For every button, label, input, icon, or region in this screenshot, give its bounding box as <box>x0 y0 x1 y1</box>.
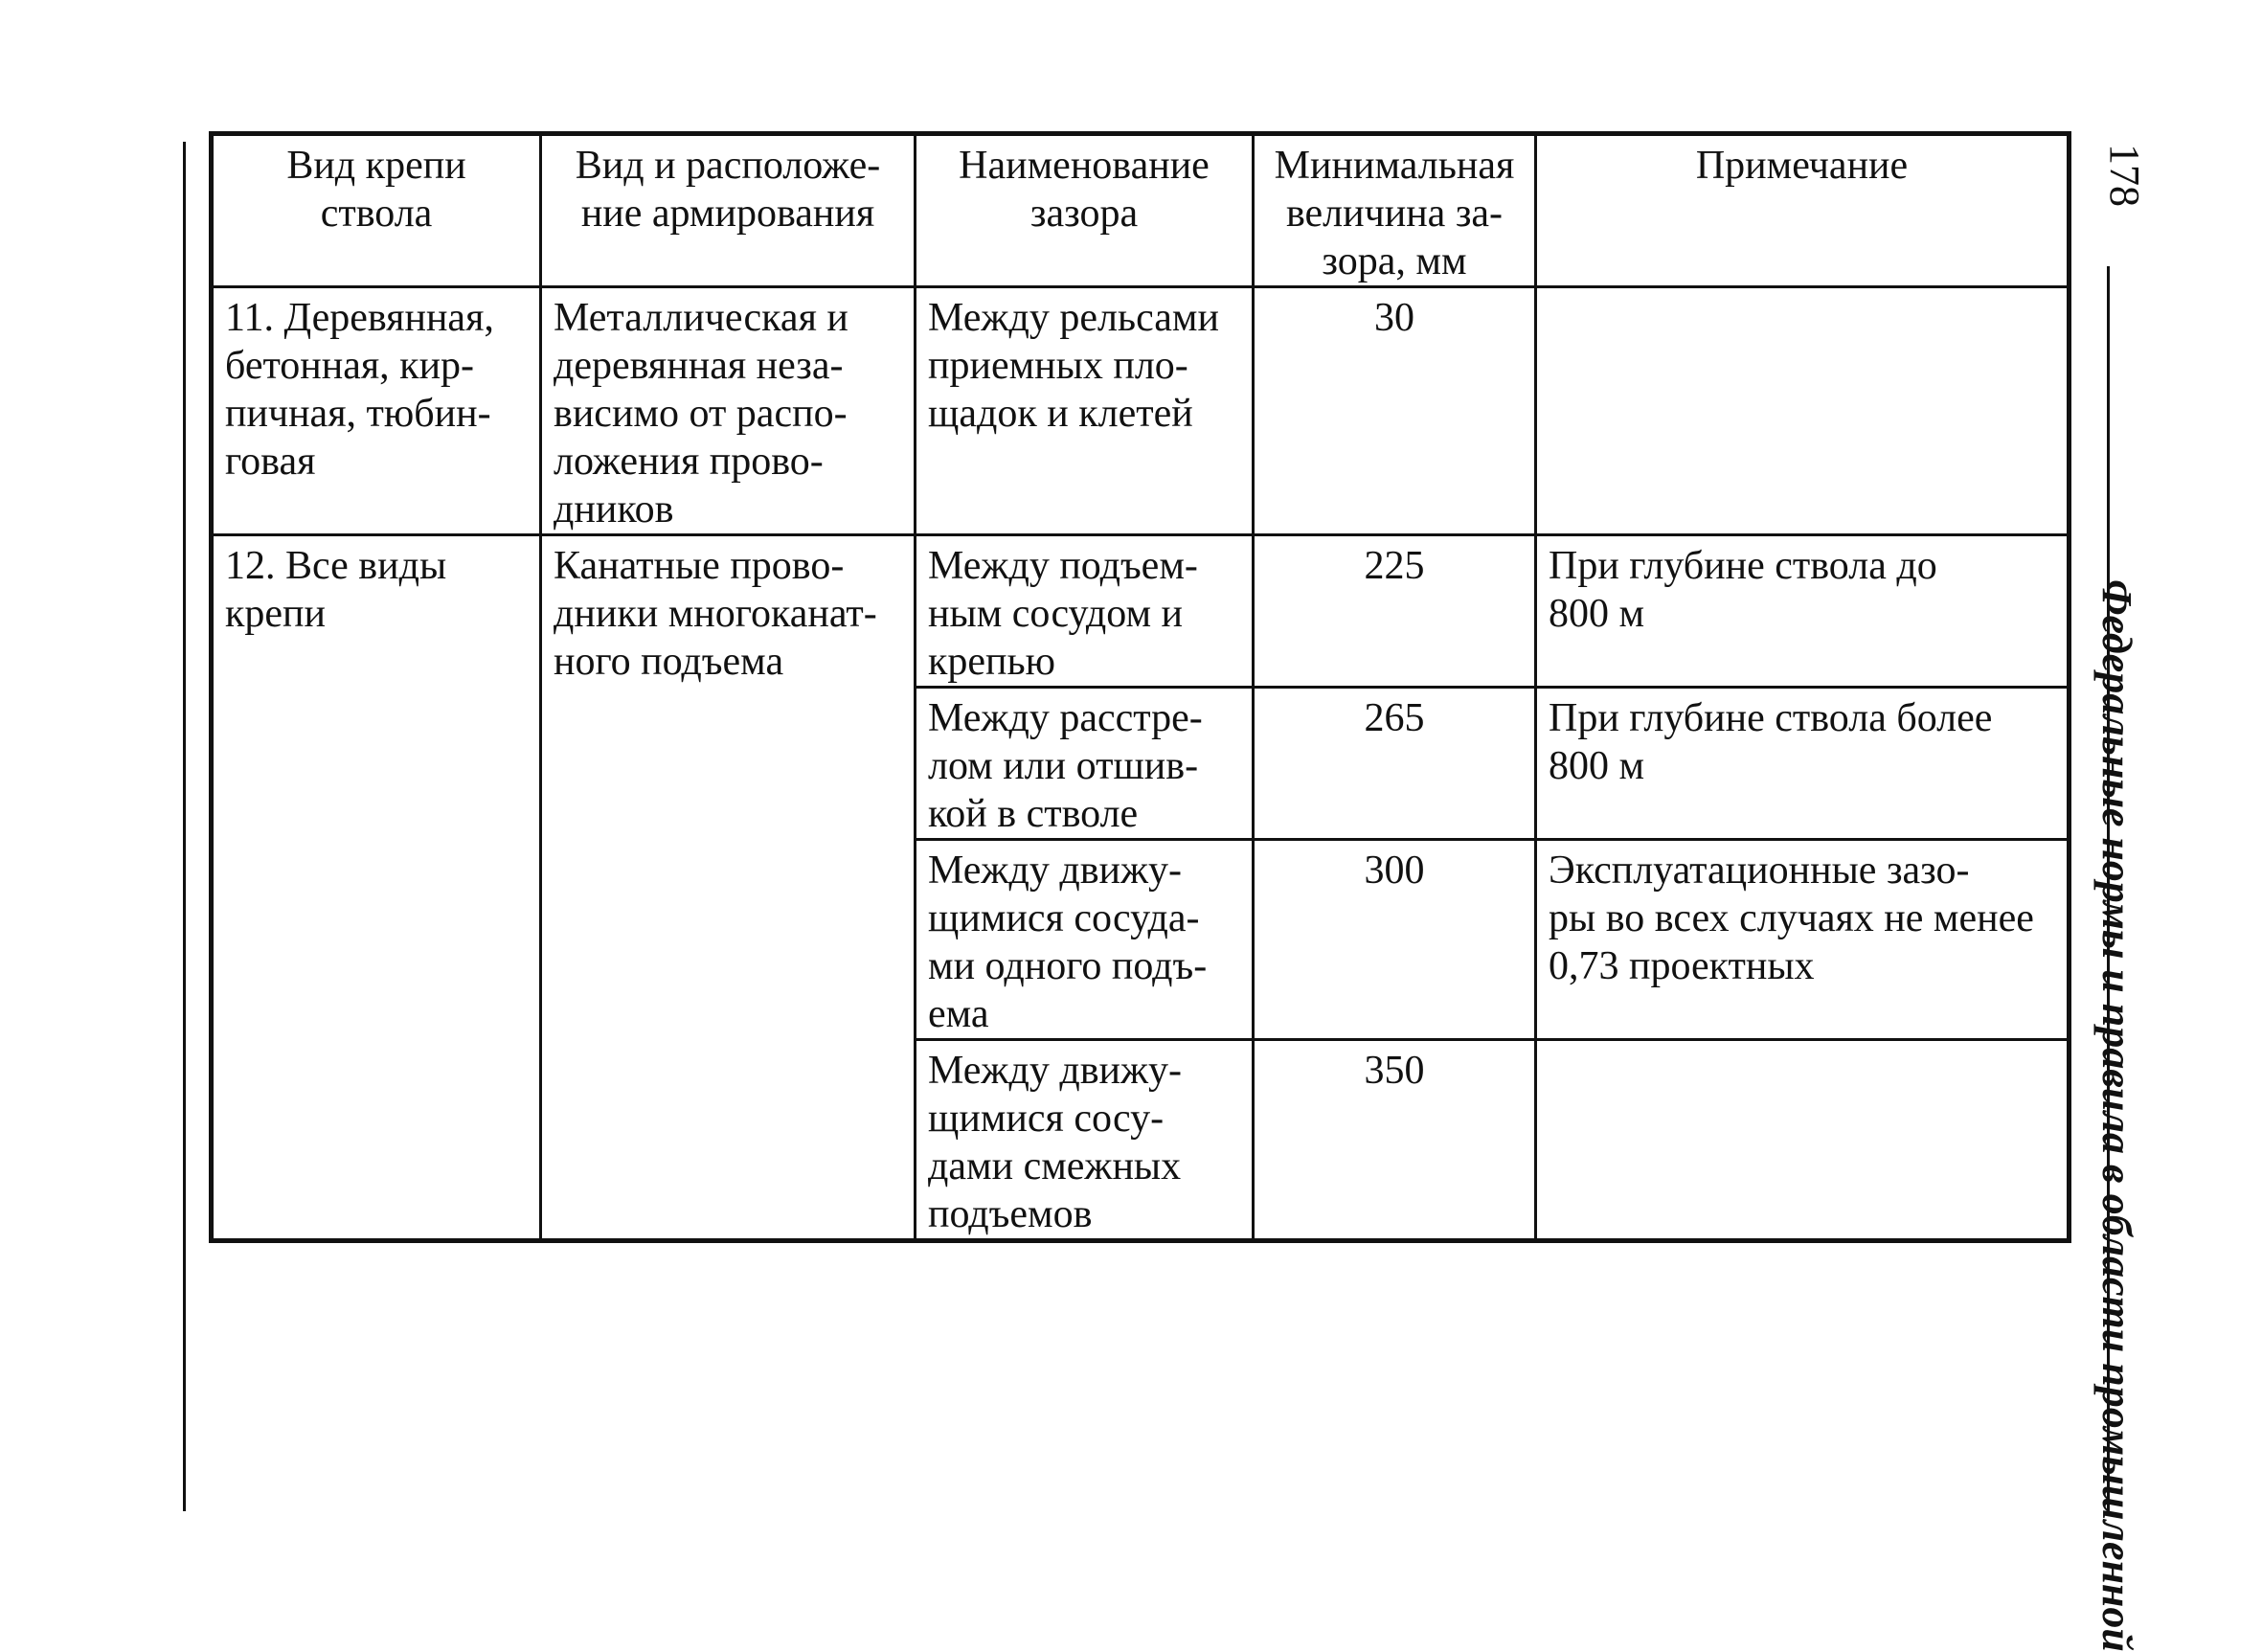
row11-support: 11. Деревянная, бетонная, кир- пичная, тюбин- говая <box>212 287 541 535</box>
left-margin-rule <box>183 142 186 1511</box>
row12c-value: 300 <box>1254 840 1536 1040</box>
row11-reinforcement: Металлическая и деревянная неза- висимо от распо- ложения прово- дников <box>541 287 916 535</box>
row12c-note: Эксплуатационные зазо- ры во всех случаях не менее 0,73 проектных <box>1536 840 2070 1040</box>
header-note: Примечание <box>1536 134 2070 287</box>
row12-reinforcement: Канатные прово- дники многоканат- ного подъема <box>541 535 916 1241</box>
row12-support: 12. Все виды крепи <box>212 535 541 1241</box>
row12d-value: 350 <box>1254 1040 1536 1241</box>
table-row-11 <box>212 287 2070 535</box>
row12c-gap: Между движу- щимися сосуда- ми одного подъ- ема <box>916 840 1254 1040</box>
header-reinforcement: Вид и расположе- ние армирования <box>541 134 916 287</box>
row11-value: 30 <box>1254 287 1536 535</box>
header-gap-name: Наименование зазора <box>916 134 1254 287</box>
row12a-value: 225 <box>1254 535 1536 688</box>
gap-specification-table <box>209 131 2071 1243</box>
row12a-gap: Между подъем- ным сосудом и крепью <box>916 535 1254 688</box>
row12a-note: При глубине ствола до 800 м <box>1536 535 2070 688</box>
row11-gap: Между рельсами приемных пло- щадок и клетей <box>916 287 1254 535</box>
row12b-gap: Между расстре- лом или отшив- кой в стволе <box>916 688 1254 840</box>
page-number: 178 <box>2101 144 2148 207</box>
table-header-row <box>212 134 2070 287</box>
row12d-note <box>1536 1040 2070 1241</box>
running-title: Федеральные нормы и правила в области промышленной <box>2093 579 2140 1652</box>
row12b-note: При глубине ствола более 800 м <box>1536 688 2070 840</box>
header-support-type: Вид крепи ствола <box>212 134 541 287</box>
header-min-gap: Минимальная величина за- зора, мм <box>1254 134 1536 287</box>
row11-note <box>1536 287 2070 535</box>
table-row-12-a <box>212 535 2070 688</box>
row12b-value: 265 <box>1254 688 1536 840</box>
row12d-gap: Между движу- щимися сосу- дами смежных подъемов <box>916 1040 1254 1241</box>
